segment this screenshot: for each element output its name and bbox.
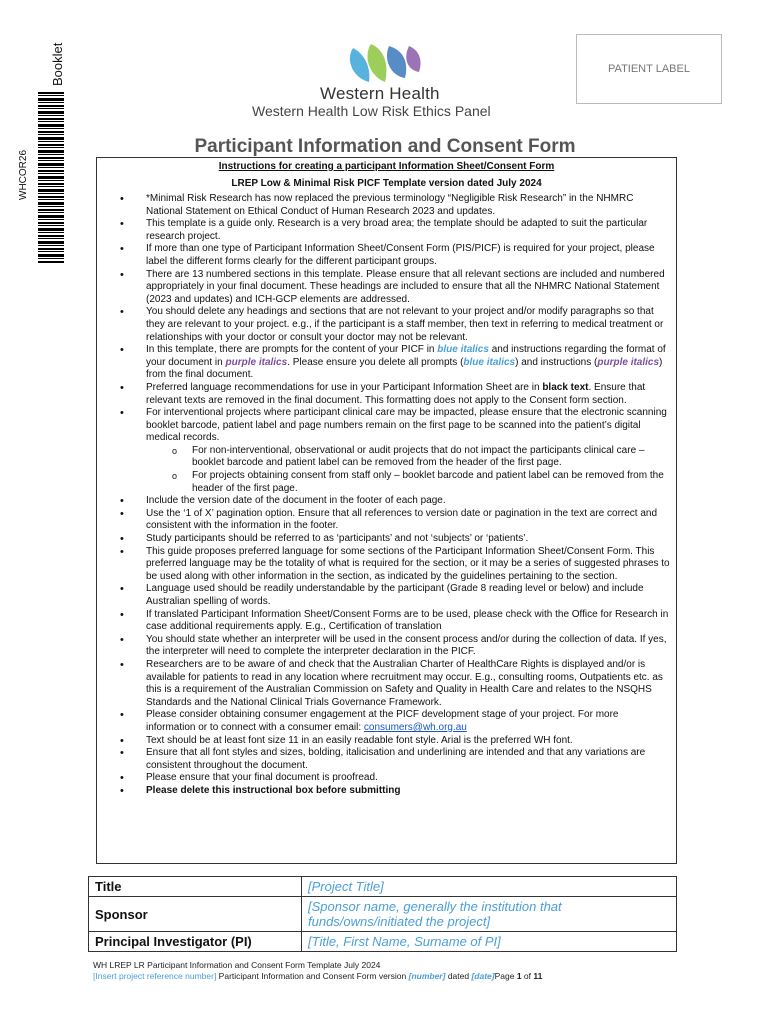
project-info-table <box>88 876 677 952</box>
list-item: • This template is a guide only. Research is a very broad area; the template should be adapted to suit the particular research project. <box>146 218 670 243</box>
list-item: • For interventional projects where participant clinical care may be impacted, please ensure that the electronic scanning booklet barcode, patient label and page numbers remain on the first page to be scanned into the patient’s digital medical records. o For non-interventional, observational or audit projects that do not impact the participants clinical care – booklet barcode and patient label can be removed from the header of the first page. o For projects obtaining consent from staff only – booklet barcode and patient label can be removed from the header of the first page. <box>146 407 670 495</box>
page-title: Participant Information and Consent Form <box>194 136 576 157</box>
footer-version-line: [Insert project reference number] Participant Information and Consent Form version [number] dated [date]Page 1 of 11 <box>93 971 543 981</box>
list-item: • If more than one type of Participant Information Sheet/Consent Form (PIS/PICF) is required for your project, please label the different forms clearly for the different participant groups. <box>146 243 670 268</box>
list-item: • Please delete this instructional box before submitting <box>146 785 670 798</box>
table-row <box>89 932 677 952</box>
title-label: Title <box>89 877 302 897</box>
list-item: • Please consider obtaining consumer engagement at the PICF development stage of your project. For more information or to connect with a consumer email: consumers@wh.org.au <box>146 709 670 734</box>
list-item: • In this template, there are prompts for the content of your PICF in blue italics and instructions regarding the format of your document in purple italics. Please ensure you delete all prompts (blue italics) and instructions (purple italics) from the final document. <box>146 344 670 382</box>
pi-label: Principal Investigator (PI) <box>89 932 302 952</box>
list-item: • Please ensure that your final document is proofread. <box>146 772 670 785</box>
booklet-label: Booklet <box>50 42 65 86</box>
instruction-list <box>97 193 676 798</box>
booklet-barcode <box>38 92 64 264</box>
logo-text: Western Health <box>320 84 440 103</box>
list-item: • Language used should be readily understandable by the participant (Grade 8 reading level or below) and include Australian spelling of words. <box>146 583 670 608</box>
list-item: • You should delete any headings and sections that are not relevant to your project and/or modify paragraphs so that they are relevant to your project. e.g., if the participant is a staff member, then text in referring to medical treatment or relationships with your doctor or consult your doctor may not be relevant. <box>146 306 670 344</box>
table-row <box>89 877 677 897</box>
instruction-subheading: LREP Low & Minimal Risk PICF Template version dated July 2024 <box>231 178 542 189</box>
patient-label-box: PATIENT LABEL <box>576 34 722 104</box>
sponsor-field[interactable]: [Sponsor name, generally the institution that funds/owns/initiated the project] <box>302 897 677 932</box>
ethics-panel-name: Western Health Low Risk Ethics Panel <box>252 103 491 119</box>
list-item: • Use the ‘1 of X’ pagination option. Ensure that all references to version date or pagination in the text are correct and consistent with the information in the footer. <box>146 508 670 533</box>
instruction-heading: Instructions for creating a participant Information Sheet/Consent Form <box>218 161 555 172</box>
pi-field[interactable]: [Title, First Name, Surname of PI] <box>302 932 677 952</box>
list-item: • Include the version date of the document in the footer of each page. <box>146 495 670 508</box>
list-item: • Researchers are to be aware of and check that the Australian Charter of HealthCare Rights is displayed and/or is available for patients to read in any location where recruitment may occur. E.g., consulting rooms, Outpatients etc. as this is a requirement of the Australian Commission on Safety and Quality in Health Care and relates to the NSQHS Standards and the National Clinical Trials Governance Framework. <box>146 659 670 709</box>
western-health-logo <box>345 38 425 88</box>
list-item: • There are 13 numbered sections in this template. Please ensure that all relevant sections are included and numbered appropriately in your final document. These headings are included to ensure that all the NHMRC National Statement (2023 and updates) and ICH-GCP elements are addressed. <box>146 269 670 307</box>
list-item: • Text should be at least font size 11 in an easily readable font style. Arial is the preferred WH font. <box>146 735 670 748</box>
list-item: • If translated Participant Information Sheet/Consent Forms are to be used, please check with the Office for Research in case additional requirements apply. E.g., Certification of translation <box>146 609 670 634</box>
sub-list-item: o For projects obtaining consent from staff only – booklet barcode and patient label can be removed from the header of the first page. <box>192 470 670 495</box>
list-item: • Study participants should be referred to as ‘participants’ and not ‘subjects’ or ‘patients’. <box>146 533 670 546</box>
sub-list-item: o For non-interventional, observational or audit projects that do not impact the participants clinical care – booklet barcode and patient label can be removed from the header of the first page. <box>192 445 670 470</box>
list-item: • Preferred language recommendations for use in your Participant Information Sheet are in black text. Ensure that relevant texts are removed in the final document. This formatting does not apply to the Consent form section. <box>146 382 670 407</box>
sponsor-label: Sponsor <box>89 897 302 932</box>
footer-template-line: WH LREP LR Participant Information and Consent Form Template July 2024 <box>93 960 381 970</box>
list-item: • *Minimal Risk Research has now replaced the previous terminology “Negligible Risk Research” in the NHMRC National Statement on Ethical Conduct of Human Research 2023 and updates. <box>146 193 670 218</box>
instruction-box <box>96 157 677 864</box>
consumer-email-link[interactable]: consumers@wh.org.au <box>363 721 467 733</box>
list-item: • You should state whether an interpreter will be used in the consent process and/or during the collection of data. If yes, the interpreter will need to complete the interpreter declaration in the PICF. <box>146 634 670 659</box>
table-row <box>89 897 677 932</box>
list-item: • Ensure that all font styles and sizes, bolding, italicisation and underlining are intended and that any variations are consistent throughout the document. <box>146 747 670 772</box>
list-item: • This guide proposes preferred language for some sections of the Participant Information Sheet/Consent Form. This preferred language may be the totality of what is required for the section, or it may be a series of suggested phrases to be used along with other information in the section, as indicated by the guidelines pertaining to the section. <box>146 546 670 584</box>
project-title-field[interactable]: [Project Title] <box>302 877 677 897</box>
